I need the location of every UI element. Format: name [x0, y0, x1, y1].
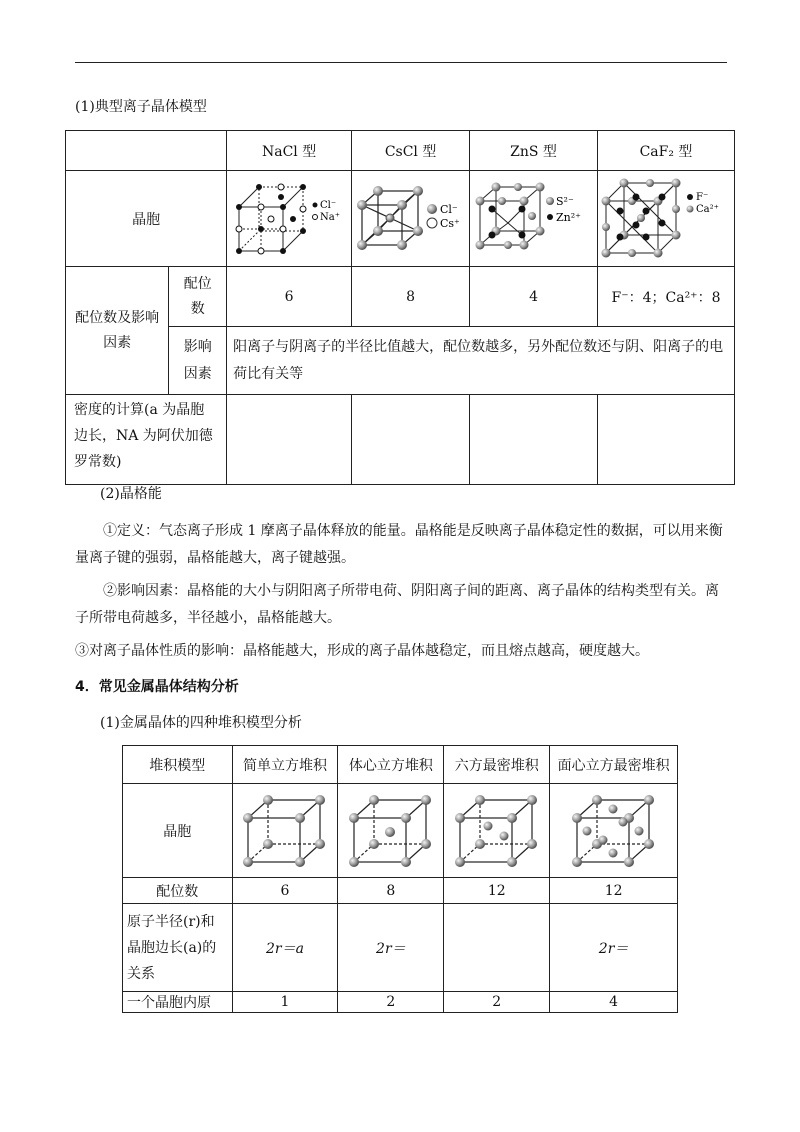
- header-zns: ZnS 型: [470, 131, 598, 171]
- bcc-radius: 2r＝: [338, 904, 444, 992]
- cell-label: 晶胞: [66, 171, 227, 267]
- zns-density: [470, 395, 598, 485]
- caf2-coord: F⁻：4；Ca²⁺：8: [598, 267, 735, 327]
- header-nacl: NaCl 型: [227, 131, 352, 171]
- nacl-density: [227, 395, 352, 485]
- cscl-legend-cs: Cs⁺: [440, 216, 460, 230]
- caf2-density: [598, 395, 735, 485]
- simple-cubic-image: [240, 792, 330, 870]
- coord-label: 配位数: [169, 267, 227, 327]
- bcc-cell: [338, 784, 444, 878]
- fcc-radius: 2r＝: [550, 904, 678, 992]
- fcc-atoms: 4: [550, 992, 678, 1013]
- s-legend-ball: [546, 197, 554, 205]
- metal-crystal-table: [122, 745, 678, 1013]
- metal-header-bcc: 体心立方堆积: [338, 746, 444, 784]
- metal-cell-label: 晶胞: [123, 784, 233, 878]
- sc-coord: 6: [232, 878, 338, 904]
- bcc-coord: 8: [338, 878, 444, 904]
- caf2-legend-f: F⁻: [696, 191, 709, 203]
- sc-radius: 2r＝a: [232, 904, 338, 992]
- zn-legend-ball: [547, 214, 553, 220]
- metal-header-hcp: 六方最密堆积: [444, 746, 550, 784]
- nacl-legend-na: Na⁺: [320, 211, 341, 223]
- factor-text: 阳离子与阴离子的半径比值越大，配位数越多，另外配位数还与阴、阳离子的电荷比有关等: [227, 327, 735, 395]
- caf2-cell: [598, 171, 735, 267]
- section2-effects: ③对离子晶体性质的影响：晶格能越大，形成的离子晶体越稳定，而且熔点越高，硬度越大。: [75, 643, 649, 659]
- factor-label: 影响因素: [169, 327, 227, 395]
- hcp-coord: 12: [444, 878, 550, 904]
- radius-label: 原子半径(r)和晶胞边长(a)的关系: [123, 904, 233, 992]
- body-centered-cubic-image: [346, 792, 436, 870]
- na-legend-dot: [313, 214, 318, 219]
- density-label: 密度的计算(a 为晶胞边长，NA 为阿伏加德罗常数): [66, 395, 227, 485]
- f-legend-ball: [687, 194, 693, 200]
- hexagonal-close-packed-image: [452, 792, 542, 870]
- metal-header-fcc: 面心立方最密堆积: [550, 746, 678, 784]
- cscl-legend-cl: Cl⁻: [440, 202, 458, 216]
- header-caf2: CaF₂ 型: [598, 131, 735, 171]
- cl-legend-ball: [427, 204, 437, 214]
- nacl-legend-cl: Cl⁻: [320, 199, 337, 211]
- hcp-atoms: 2: [444, 992, 550, 1013]
- zns-coord: 4: [470, 267, 598, 327]
- sc-cell: [232, 784, 338, 878]
- sc-atoms: 1: [232, 992, 338, 1013]
- section2-definition: ①定义：气态离子形成 1 摩离子晶体释放的能量。晶格能是反映离子晶体稳定性的数据，可以用来衡量离子键的强弱，晶格能越大，离子键越强。: [75, 523, 723, 566]
- section4-subtitle: (1)金属晶体的四种堆积模型分析: [100, 715, 302, 731]
- cscl-density: [352, 395, 470, 485]
- ionic-crystal-table: [65, 130, 735, 485]
- metal-header-sc: 简单立方堆积: [232, 746, 338, 784]
- nacl-coord: 6: [227, 267, 352, 327]
- caf2-legend-ca: Ca²⁺: [696, 203, 719, 215]
- ca-legend-ball: [687, 205, 694, 212]
- header-empty: [66, 131, 227, 171]
- face-centered-cubic-image: [569, 792, 659, 870]
- zns-cell: [470, 171, 598, 267]
- cscl-coord: 8: [352, 267, 470, 327]
- bcc-atoms: 2: [338, 992, 444, 1013]
- nacl-unit-cell-image: [227, 179, 347, 259]
- coord-group-label: 配位数及影响因素: [66, 267, 169, 395]
- cscl-unit-cell-image: [352, 179, 464, 259]
- cl-legend-dot: [313, 202, 318, 207]
- fcc-cell: [550, 784, 678, 878]
- atoms-label: 一个晶胞内原: [123, 992, 233, 1013]
- hcp-cell: [444, 784, 550, 878]
- header-cscl: CsCl 型: [352, 131, 470, 171]
- zns-unit-cell-image: [470, 179, 590, 259]
- fcc-coord: 12: [550, 878, 678, 904]
- nacl-cell: [227, 171, 352, 267]
- section2-factors: ②影响因素：晶格能的大小与阴阳离子所带电荷、阴阳离子间的距离、离子晶体的结构类型有关。离子所带电荷越多，半径越小，晶格能越大。: [75, 583, 719, 626]
- section1-title: (1)典型离子晶体模型: [75, 99, 207, 115]
- cs-legend-ball: [427, 218, 437, 228]
- section4-heading: 4．常见金属晶体结构分析: [75, 679, 239, 695]
- section2-title: (2)晶格能: [100, 486, 162, 502]
- caf2-unit-cell-image: [598, 177, 728, 261]
- top-rule: [75, 62, 727, 63]
- cscl-cell: [352, 171, 470, 267]
- metal-header-model: 堆积模型: [123, 746, 233, 784]
- zns-legend-zn: Zn²⁺: [556, 210, 582, 224]
- hcp-radius: [444, 904, 550, 992]
- metal-coord-label: 配位数: [123, 878, 233, 904]
- zns-legend-s: S²⁻: [556, 194, 574, 208]
